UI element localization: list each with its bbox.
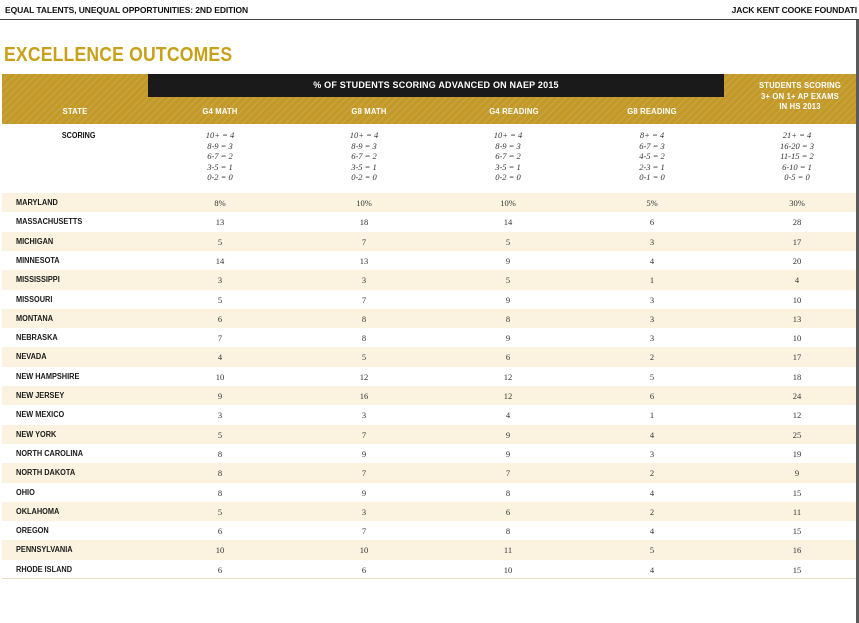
value-cell-g4-math: 5	[217, 236, 223, 247]
value-cell-g8-math: 7	[361, 526, 367, 537]
publisher-name: JACK KENT COOKE FOUNDATI	[731, 5, 857, 15]
ap-header-line: 3+ ON 1+ AP EXAMS	[761, 90, 839, 101]
value-cell-g4-math: 6	[217, 564, 223, 575]
value-cell-ap: 13	[792, 313, 802, 324]
running-header	[0, 0, 859, 20]
value-cell-g8-math: 9	[361, 487, 367, 498]
value-cell-ap: 19	[792, 448, 802, 459]
table-row	[2, 232, 856, 251]
value-cell-g4-math: 5	[217, 429, 223, 440]
publication-title: EQUAL TALENTS, UNEQUAL OPPORTUNITIES: 2ND EDITION	[5, 5, 249, 15]
scoring-ap	[737, 130, 857, 183]
value-cell-g4-math: 5	[217, 506, 223, 517]
table-row	[2, 386, 856, 405]
value-cell-g8-math: 7	[361, 429, 367, 440]
page-title: EXCELLENCE OUTCOMES	[4, 44, 233, 66]
value-cell-g8-math: 12	[359, 371, 369, 382]
state-name-cell: NORTH DAKOTA	[16, 468, 76, 478]
scoring-g8-math	[304, 130, 424, 183]
state-name-cell: NEW MEXICO	[16, 410, 65, 420]
table-row	[2, 212, 856, 231]
value-cell-g8-reading: 3	[649, 313, 655, 324]
value-cell-ap: 18	[792, 371, 802, 382]
column-header-g8-math: G8 MATH	[351, 106, 387, 116]
value-cell-g4-math: 13	[215, 217, 225, 228]
value-cell-ap: 9	[794, 468, 800, 479]
value-cell-ap: 12	[792, 410, 802, 421]
value-cell-g4-math: 6	[217, 526, 223, 537]
value-cell-g8-reading: 5%	[646, 198, 658, 208]
scoring-rule: 2-3 = 1	[639, 161, 665, 172]
scoring-rule: 10+ = 4	[349, 130, 379, 140]
table-row	[2, 405, 856, 424]
value-cell-ap: 15	[792, 487, 802, 498]
value-cell-g8-math: 3	[361, 410, 367, 421]
state-name-cell: RHODE ISLAND	[16, 564, 73, 574]
value-cell-g4-reading: 10%	[500, 198, 516, 208]
value-cell-g4-math: 14	[215, 255, 225, 266]
scoring-rule: 11-15 = 2	[780, 151, 814, 161]
value-cell-ap: 20	[792, 255, 802, 266]
value-cell-g8-math: 3	[361, 506, 367, 517]
value-cell-g8-math: 9	[361, 448, 367, 459]
scoring-rule: 8-9 = 3	[351, 140, 377, 151]
state-name-cell: OREGON	[16, 526, 49, 536]
table-row	[2, 367, 856, 386]
scoring-g4-math	[160, 130, 280, 183]
value-cell-g8-reading: 6	[649, 391, 655, 401]
state-name-cell: MISSOURI	[16, 294, 53, 304]
scoring-rule: 10+ = 4	[493, 130, 523, 140]
value-cell-g4-math: 9	[217, 391, 223, 401]
scoring-rule: 6-7 = 2	[351, 151, 377, 161]
value-cell-ap: 25	[792, 429, 802, 440]
value-cell-g4-reading: 8	[505, 487, 511, 498]
value-cell-g8-reading: 3	[649, 236, 655, 247]
naep-group-header: % OF STUDENTS SCORING ADVANCED ON NAEP 2015	[148, 74, 724, 97]
value-cell-g4-reading: 9	[505, 294, 511, 305]
scoring-g4-reading	[448, 130, 568, 183]
scoring-rule: 8-9 = 3	[495, 140, 521, 151]
value-cell-ap: 4	[794, 275, 800, 286]
value-cell-g4-math: 7	[217, 333, 223, 344]
column-header-g8-reading: G8 READING	[627, 106, 677, 116]
scoring-label: SCORING	[61, 131, 96, 140]
scoring-rule: 0-1 = 0	[639, 172, 665, 182]
state-name-cell: NORTH CAROLINA	[16, 448, 84, 458]
value-cell-ap: 30%	[789, 198, 805, 208]
state-name-cell: MINNESOTA	[16, 255, 60, 265]
value-cell-g4-reading: 9	[505, 429, 511, 440]
value-cell-g8-reading: 4	[649, 429, 655, 440]
value-cell-g4-reading: 5	[505, 236, 511, 247]
value-cell-g4-math: 8	[217, 468, 223, 479]
table-row	[2, 193, 856, 212]
scoring-rule: 8+ = 4	[639, 130, 665, 140]
value-cell-g8-reading: 1	[649, 275, 655, 286]
column-header-ap	[751, 80, 850, 112]
value-cell-g4-math: 5	[217, 294, 223, 305]
column-header-g4-reading: G4 READING	[489, 106, 539, 116]
value-cell-g4-math: 3	[217, 275, 223, 286]
scoring-rule: 0-2 = 0	[495, 172, 521, 182]
value-cell-ap: 15	[792, 564, 802, 575]
state-name-cell: NEBRASKA	[16, 333, 58, 343]
scoring-rule: 3-5 = 1	[351, 161, 377, 172]
column-header-state: STATE	[62, 106, 88, 116]
scoring-rule: 6-7 = 2	[495, 151, 521, 161]
state-name-cell: NEW HAMPSHIRE	[16, 371, 80, 381]
table-row	[2, 309, 856, 328]
value-cell-g8-reading: 3	[649, 448, 655, 459]
value-cell-g8-math: 13	[359, 255, 369, 266]
value-cell-ap: 11	[792, 506, 802, 517]
scoring-g8-reading	[592, 130, 712, 183]
value-cell-g8-reading: 2	[649, 506, 655, 517]
state-name-cell: NEW YORK	[16, 429, 57, 439]
table-row	[2, 347, 856, 366]
value-cell-g8-math: 16	[359, 391, 369, 401]
value-cell-g4-math: 10	[215, 545, 225, 556]
value-cell-g8-reading: 4	[649, 564, 655, 575]
table-row	[2, 251, 856, 270]
table-row	[2, 521, 856, 540]
value-cell-g4-math: 10	[215, 371, 225, 382]
scoring-rule: 6-10 = 1	[782, 161, 812, 172]
table-row	[2, 502, 856, 521]
state-name-cell: NEVADA	[16, 352, 47, 362]
value-cell-g8-reading: 4	[649, 255, 655, 266]
value-cell-ap: 28	[792, 217, 802, 228]
value-cell-g4-math: 6	[217, 313, 223, 324]
scoring-rule: 6-7 = 3	[639, 140, 665, 151]
value-cell-ap: 10	[792, 294, 802, 305]
value-cell-g8-reading: 3	[649, 333, 655, 344]
state-name-cell: MISSISSIPPI	[16, 275, 60, 285]
value-cell-ap: 10	[792, 333, 802, 344]
value-cell-g8-reading: 6	[649, 217, 655, 228]
table-bottom-rule	[2, 578, 856, 579]
value-cell-g4-math: 8%	[214, 198, 226, 208]
table-row	[2, 270, 856, 289]
table-row	[2, 444, 856, 463]
scoring-rule: 10+ = 4	[205, 130, 235, 140]
state-name-cell: MICHIGAN	[16, 236, 54, 246]
value-cell-g4-reading: 14	[503, 217, 513, 228]
state-name-cell: MARYLAND	[16, 198, 58, 207]
scoring-rule: 6-7 = 2	[207, 151, 233, 161]
value-cell-ap: 24	[792, 391, 802, 401]
value-cell-g4-reading: 8	[505, 526, 511, 537]
scoring-rule: 21+ = 4	[782, 130, 812, 140]
value-cell-g8-math: 18	[359, 217, 369, 228]
value-cell-g8-math: 3	[361, 275, 367, 286]
value-cell-g8-reading: 4	[649, 487, 655, 498]
scoring-rule: 0-2 = 0	[351, 172, 377, 182]
scoring-rule: 4-5 = 2	[639, 151, 665, 161]
value-cell-g4-reading: 6	[505, 506, 511, 517]
state-name-cell: OHIO	[16, 487, 35, 497]
value-cell-g8-reading: 4	[649, 526, 655, 537]
table-row	[2, 463, 856, 482]
value-cell-g8-math: 8	[361, 313, 367, 324]
value-cell-g4-reading: 12	[503, 371, 513, 382]
scoring-rule: 16-20 = 3	[779, 140, 815, 151]
value-cell-g4-reading: 9	[505, 448, 511, 459]
state-name-cell: PENNSYLVANIA	[16, 545, 73, 555]
value-cell-g4-reading: 9	[505, 255, 511, 266]
value-cell-ap: 16	[792, 545, 802, 556]
state-name-cell: MONTANA	[16, 313, 54, 323]
value-cell-g8-math: 7	[361, 294, 367, 305]
table-row	[2, 483, 856, 502]
value-cell-g4-math: 8	[217, 487, 223, 498]
scoring-legend-row	[2, 124, 856, 192]
state-name-cell: NEW JERSEY	[16, 391, 65, 400]
value-cell-g4-reading: 8	[505, 313, 511, 324]
value-cell-g4-reading: 7	[505, 468, 511, 479]
state-name-cell: MASSACHUSETTS	[16, 217, 83, 227]
value-cell-g4-reading: 5	[505, 275, 511, 286]
ap-header-line: STUDENTS SCORING	[759, 80, 841, 90]
value-cell-g8-math: 7	[361, 468, 367, 479]
ap-header-line: IN HS 2013	[779, 101, 821, 111]
value-cell-g4-math: 4	[217, 352, 223, 363]
value-cell-g8-reading: 5	[649, 371, 655, 382]
column-header-g4-math: G4 MATH	[202, 106, 238, 116]
value-cell-g8-reading: 5	[649, 545, 655, 556]
value-cell-g4-math: 8	[217, 448, 223, 459]
value-cell-g8-math: 10%	[356, 198, 372, 208]
value-cell-g8-reading: 3	[649, 294, 655, 305]
scoring-rule: 3-5 = 1	[495, 161, 521, 172]
value-cell-g8-math: 7	[361, 236, 367, 247]
table-row	[2, 328, 856, 347]
value-cell-ap: 17	[792, 236, 802, 247]
state-name-cell: OKLAHOMA	[16, 506, 60, 516]
value-cell-g4-reading: 11	[503, 545, 513, 556]
value-cell-g8-reading: 2	[649, 352, 655, 363]
table-row	[2, 540, 856, 559]
value-cell-g4-reading: 10	[503, 564, 513, 575]
scoring-rule: 8-9 = 3	[207, 140, 233, 151]
scoring-rule: 0-2 = 0	[207, 172, 233, 182]
value-cell-g8-reading: 1	[649, 410, 655, 421]
value-cell-g8-math: 6	[361, 564, 367, 575]
value-cell-g4-reading: 9	[505, 333, 511, 344]
value-cell-g4-reading: 4	[505, 410, 511, 421]
value-cell-g8-math: 8	[361, 333, 367, 344]
value-cell-g8-math: 5	[361, 352, 367, 363]
value-cell-g4-reading: 6	[505, 352, 511, 363]
value-cell-ap: 17	[792, 352, 802, 363]
value-cell-ap: 15	[792, 526, 802, 537]
table-row	[2, 560, 856, 579]
scoring-rule: 0-5 = 0	[784, 172, 810, 182]
value-cell-g4-math: 3	[217, 410, 223, 421]
value-cell-g8-math: 10	[359, 545, 369, 556]
value-cell-g4-reading: 12	[503, 391, 513, 401]
value-cell-g8-reading: 2	[649, 468, 655, 479]
scoring-rule: 3-5 = 1	[207, 161, 233, 172]
table-row	[2, 290, 856, 309]
table-row	[2, 425, 856, 444]
